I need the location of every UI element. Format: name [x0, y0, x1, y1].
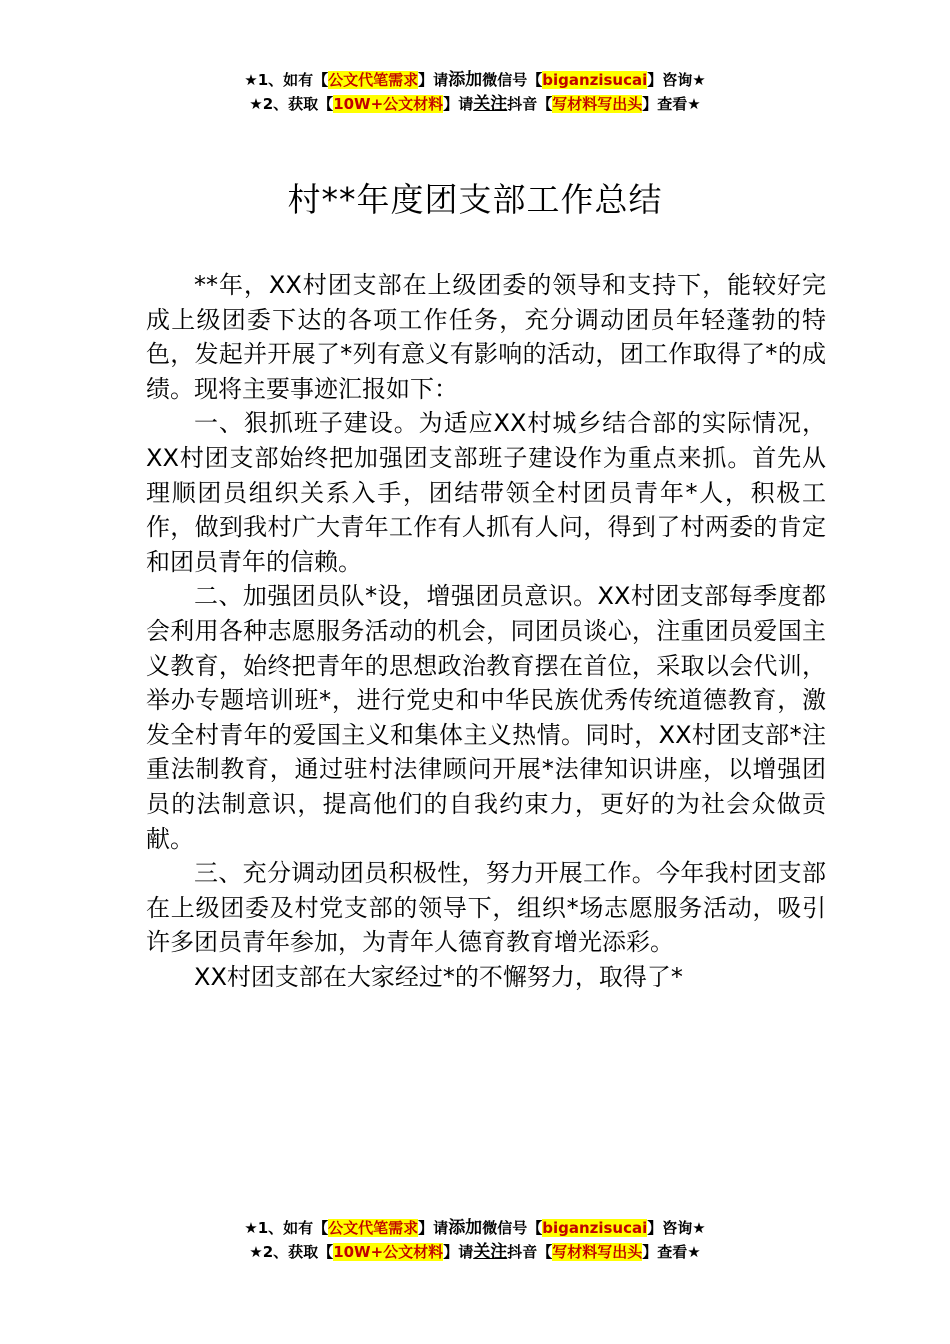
banner-emphasis: 关注 [473, 1242, 508, 1262]
banner-emphasis: 添加 [448, 70, 483, 90]
banner-text: 微信号【 [482, 71, 543, 89]
banner-text: 微信号【 [482, 1219, 543, 1237]
banner-text: ★1、如有【 [244, 71, 329, 89]
banner-line-2 [0, 92, 950, 116]
highlight-service: 公文代笔需求 [328, 71, 419, 89]
highlight-materials: 10W+公文材料 [333, 95, 444, 113]
header-banner [0, 68, 950, 116]
banner-text: 】咨询★ [647, 1219, 706, 1237]
banner-text: ★1、如有【 [244, 1219, 329, 1237]
banner-text: 】请 [443, 1243, 474, 1261]
highlight-douyin-account: 写材料写出头 [552, 1243, 643, 1261]
banner-text: 】咨询★ [647, 71, 706, 89]
highlight-wechat-id: biganzisucai [542, 71, 648, 89]
paragraph-section-2: 二、加强团员队*设，增强团员意识。XX村团支部每季度都会利用各种志愿服务活动的机会，同团员谈心，注重团员爱国主义教育，始终把青年的思想政治教育摆在首位，采取以会代训，举办专题培训班*，进行党史和中华民族优秀传统道德教育，激发全村青年的爱国主义和集体主义热情。同时，XX村团支部*注重法制教育，通过驻村法律顾问开展*法律知识讲座，以增强团员的法制意识，提高他们的自我约束力，更好的为社会众做贡献。 [146, 582, 826, 853]
banner-text: 】请 [443, 95, 474, 113]
banner-emphasis: 添加 [448, 1218, 483, 1238]
banner-text: 抖音【 [507, 1243, 553, 1261]
banner-text: 】查看★ [642, 1243, 701, 1261]
paragraph-section-1: 一、狠抓班子建设。为适应XX村城乡结合部的实际情况，XX村团支部始终把加强团支部班子建设作为重点来抓。首先从理顺团员组织关系入手，团结带领全村团员青年*人，积极工作，做到我村广大青年工作有人抓有人问，得到了村两委的肯定和团员青年的信赖。 [146, 409, 826, 576]
highlight-materials: 10W+公文材料 [333, 1243, 444, 1261]
banner-text: 抖音【 [507, 95, 553, 113]
footer-banner [0, 1216, 950, 1264]
paragraph-conclusion: XX村团支部在大家经过*的不懈努力，取得了* [194, 962, 683, 991]
paragraph-intro: **年，XX村团支部在上级团委的领导和支持下，能较好完成上级团委下达的各项工作任务，充分调动团员年轻蓬勃的特色，发起并开展了*列有意义有影响的活动，团工作取得了*的成绩。现将主要事迹汇报如下： [146, 271, 826, 403]
banner-text: 】请 [418, 1219, 449, 1237]
banner-text: 】请 [418, 71, 449, 89]
banner-line-2 [0, 1240, 950, 1264]
banner-text: ★2、获取【 [249, 1243, 334, 1261]
banner-text: 】查看★ [642, 95, 701, 113]
paragraph-section-3: 三、充分调动团员积极性，努力开展工作。今年我村团支部在上级团委及村党支部的领导下，组织*场志愿服务活动，吸引许多团员青年参加，为青年人德育教育增光添彩。 [146, 859, 826, 957]
highlight-douyin-account: 写材料写出头 [552, 95, 643, 113]
banner-text: ★2、获取【 [249, 95, 334, 113]
banner-line-1 [0, 68, 950, 92]
highlight-service: 公文代笔需求 [328, 1219, 419, 1237]
document-title: 村**年度团支部工作总结 [287, 180, 663, 219]
banner-emphasis: 关注 [473, 94, 508, 114]
document-body [146, 268, 826, 994]
banner-line-1 [0, 1216, 950, 1240]
highlight-wechat-id: biganzisucai [542, 1219, 648, 1237]
